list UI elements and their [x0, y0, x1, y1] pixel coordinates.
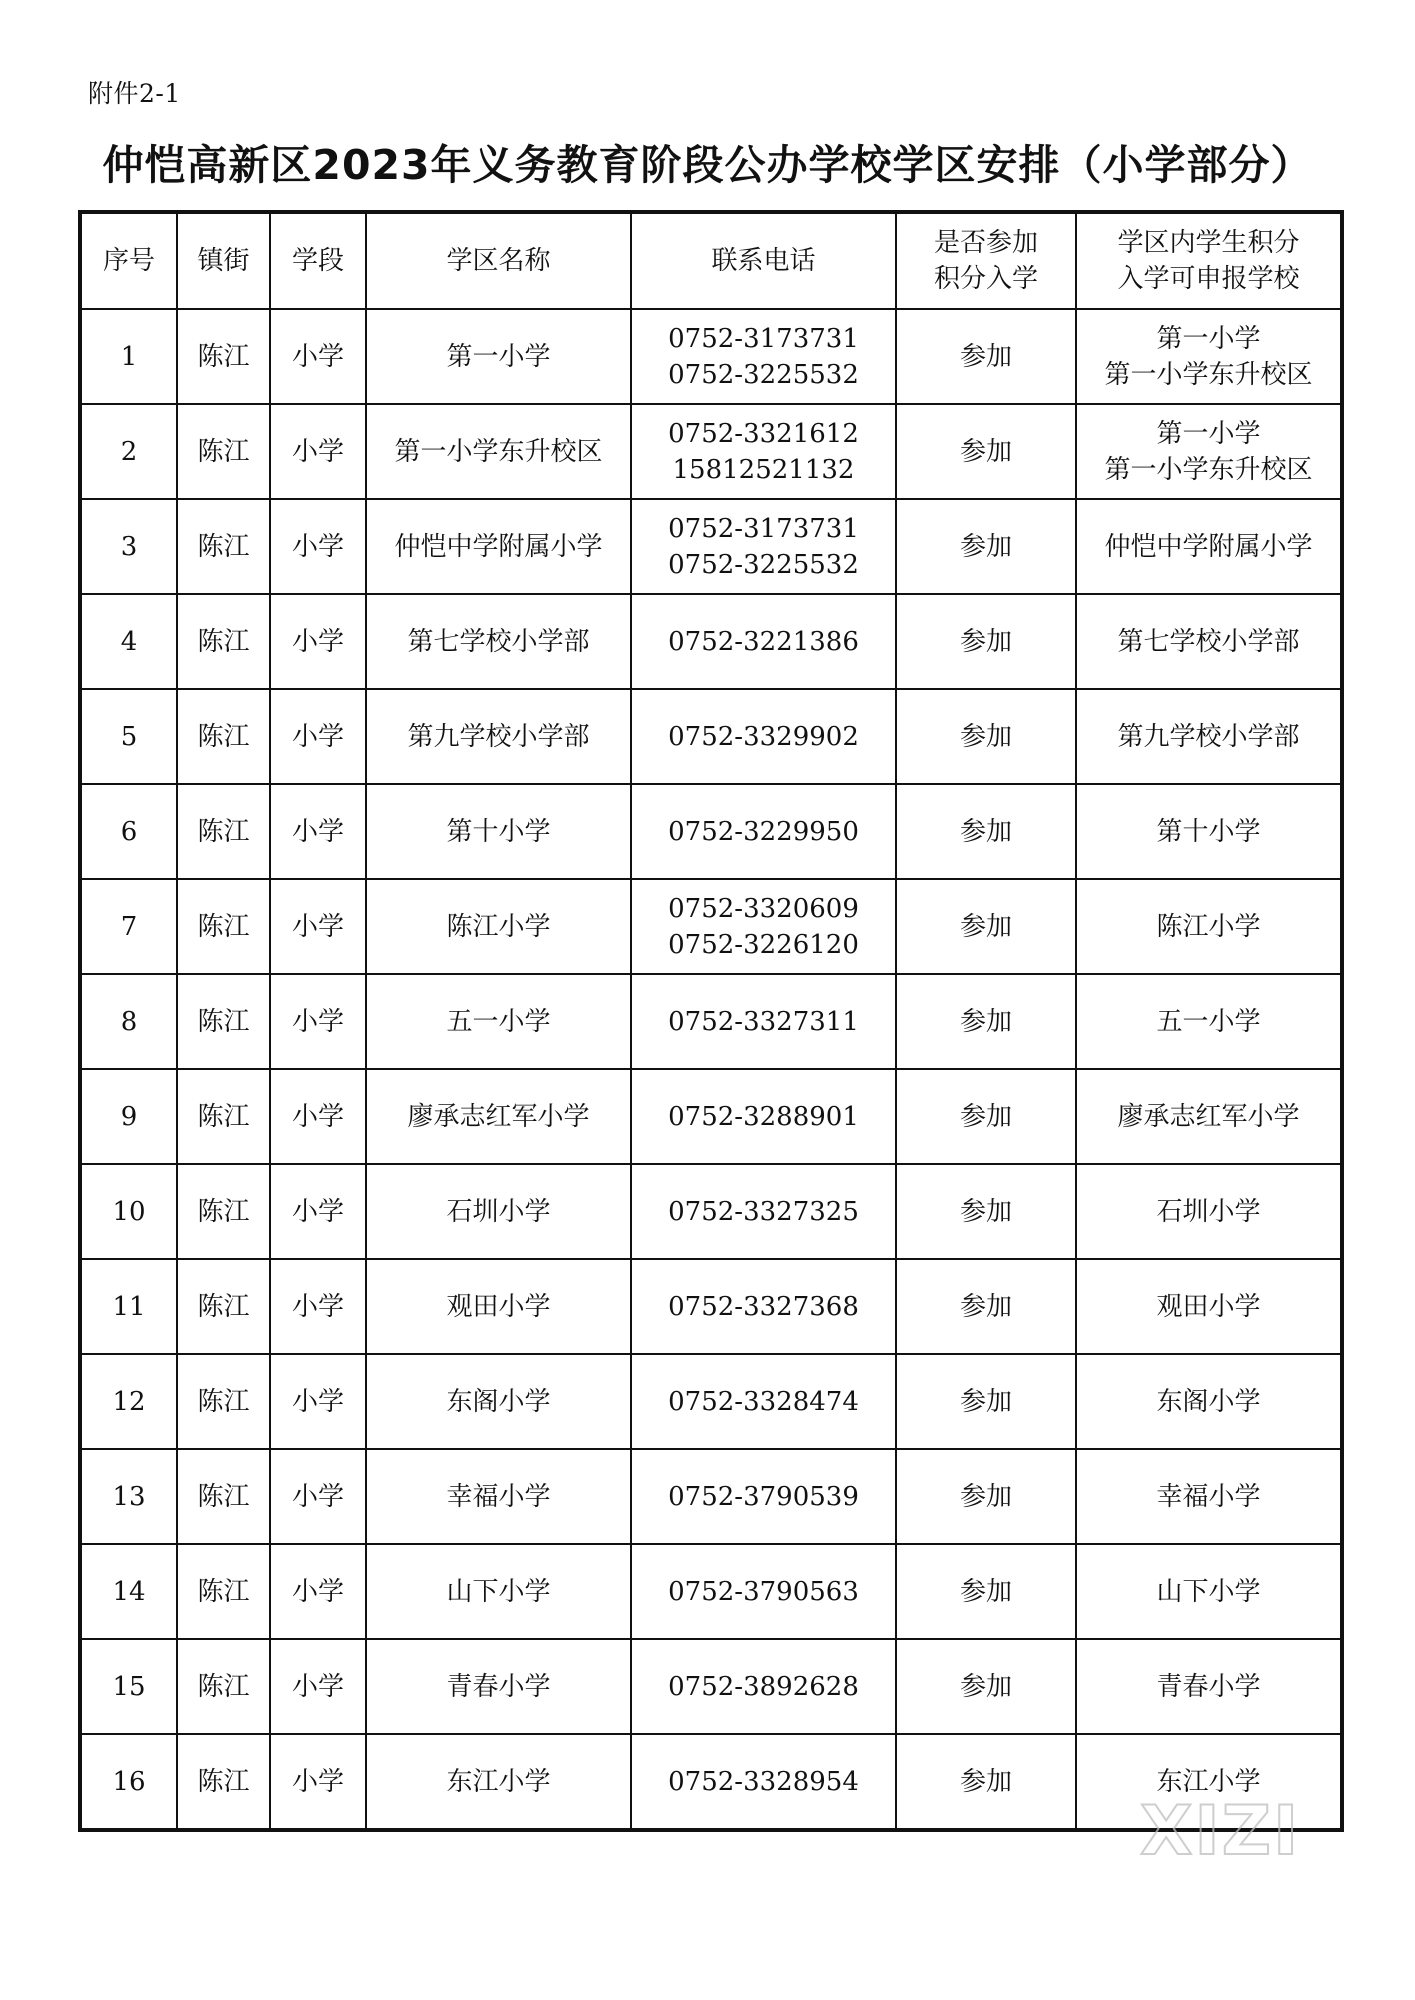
header-line: 是否参加: [933, 228, 1038, 258]
cell-index: 4: [80, 594, 177, 689]
cell-points-participation: 参加: [896, 689, 1076, 784]
cell-points-participation: 参加: [896, 1259, 1076, 1354]
table-row: [80, 974, 1342, 1069]
cell-phone: [631, 1164, 896, 1259]
cell-district-name: 青春小学: [366, 1639, 631, 1734]
cell-district-name: 幸福小学: [366, 1449, 631, 1544]
table-row: [80, 784, 1342, 879]
phone-number: 0752-3288901: [668, 1101, 859, 1132]
eligible-school: 青春小学: [1156, 1671, 1261, 1702]
cell-district-name: 陈江小学: [366, 879, 631, 974]
cell-phone: [631, 974, 896, 1069]
cell-stage: 小学: [270, 1164, 366, 1259]
cell-index: 15: [80, 1639, 177, 1734]
cell-stage: 小学: [270, 689, 366, 784]
cell-stage: 小学: [270, 499, 366, 594]
eligible-school: 廖承志红军小学: [1117, 1101, 1300, 1132]
phone-number: 0752-3173731: [668, 513, 859, 544]
table-row: [80, 1544, 1342, 1639]
eligible-school: 第一小学东升校区: [1104, 454, 1313, 485]
table-body: [80, 309, 1342, 1830]
cell-town: 陈江: [177, 1544, 270, 1639]
phone-number: 0752-3790563: [668, 1576, 859, 1607]
phone-number: 0752-3221386: [668, 626, 859, 657]
cell-stage: 小学: [270, 1449, 366, 1544]
cell-points-participation: 参加: [896, 404, 1076, 499]
cell-index: 10: [80, 1164, 177, 1259]
header-index: 序号: [80, 212, 177, 309]
cell-district-name: 东江小学: [366, 1734, 631, 1830]
header-district-name: 学区名称: [366, 212, 631, 309]
cell-district-name: 观田小学: [366, 1259, 631, 1354]
phone-number: 0752-3226120: [668, 929, 859, 960]
phone-number: 0752-3892628: [668, 1671, 859, 1702]
cell-eligible-schools: [1076, 309, 1342, 404]
table-row: [80, 1354, 1342, 1449]
cell-eligible-schools: [1076, 1449, 1342, 1544]
attachment-label: 附件2-1: [88, 79, 181, 108]
cell-index: 9: [80, 1069, 177, 1164]
phone-number: 0752-3790539: [668, 1481, 859, 1512]
cell-phone: [631, 1639, 896, 1734]
cell-phone: [631, 784, 896, 879]
cell-town: 陈江: [177, 1259, 270, 1354]
cell-district-name: 仲恺中学附属小学: [366, 499, 631, 594]
cell-district-name: 廖承志红军小学: [366, 1069, 631, 1164]
cell-eligible-schools: [1076, 1164, 1342, 1259]
cell-index: 3: [80, 499, 177, 594]
cell-phone: [631, 689, 896, 784]
eligible-school: 五一小学: [1156, 1006, 1261, 1037]
eligible-school: 仲恺中学附属小学: [1104, 531, 1313, 562]
cell-phone: [631, 499, 896, 594]
phone-number: 0752-3225532: [668, 359, 859, 390]
cell-points-participation: 参加: [896, 594, 1076, 689]
cell-points-participation: 参加: [896, 1354, 1076, 1449]
eligible-school: 石圳小学: [1156, 1196, 1261, 1227]
cell-stage: 小学: [270, 1354, 366, 1449]
eligible-school: 第九学校小学部: [1117, 721, 1300, 752]
eligible-school: 第一小学: [1156, 418, 1261, 449]
cell-points-participation: 参加: [896, 1164, 1076, 1259]
table-row: [80, 1449, 1342, 1544]
header-points-participation: [896, 212, 1076, 309]
eligible-school: 第一小学: [1156, 323, 1261, 354]
eligible-school: 观田小学: [1156, 1291, 1261, 1322]
cell-phone: [631, 879, 896, 974]
cell-points-participation: 参加: [896, 784, 1076, 879]
table-row: [80, 404, 1342, 499]
cell-town: 陈江: [177, 1734, 270, 1830]
table-row: [80, 594, 1342, 689]
cell-index: 16: [80, 1734, 177, 1830]
cell-district-name: 石圳小学: [366, 1164, 631, 1259]
cell-town: 陈江: [177, 594, 270, 689]
eligible-school: 第十小学: [1156, 816, 1261, 847]
cell-stage: 小学: [270, 1734, 366, 1830]
header-stage: 学段: [270, 212, 366, 309]
eligible-school: 第七学校小学部: [1117, 626, 1300, 657]
cell-district-name: 东阁小学: [366, 1354, 631, 1449]
phone-number: 0752-3328954: [668, 1766, 859, 1797]
cell-district-name: 第九学校小学部: [366, 689, 631, 784]
cell-town: 陈江: [177, 1354, 270, 1449]
phone-number: 0752-3225532: [668, 549, 859, 580]
cell-stage: 小学: [270, 404, 366, 499]
cell-eligible-schools: [1076, 879, 1342, 974]
cell-eligible-schools: [1076, 1354, 1342, 1449]
cell-points-participation: 参加: [896, 309, 1076, 404]
cell-town: 陈江: [177, 879, 270, 974]
phone-number: 0752-3328474: [668, 1386, 859, 1417]
cell-town: 陈江: [177, 1449, 270, 1544]
school-district-table: [78, 210, 1344, 1832]
cell-phone: [631, 309, 896, 404]
cell-points-participation: 参加: [896, 879, 1076, 974]
cell-district-name: 第七学校小学部: [366, 594, 631, 689]
cell-stage: 小学: [270, 879, 366, 974]
cell-stage: 小学: [270, 1544, 366, 1639]
table-row: [80, 499, 1342, 594]
cell-eligible-schools: [1076, 1639, 1342, 1734]
cell-phone: [631, 1259, 896, 1354]
cell-points-participation: 参加: [896, 1639, 1076, 1734]
cell-town: 陈江: [177, 309, 270, 404]
cell-points-participation: 参加: [896, 1544, 1076, 1639]
header-eligible-schools: [1076, 212, 1342, 309]
cell-town: 陈江: [177, 689, 270, 784]
cell-points-participation: 参加: [896, 1449, 1076, 1544]
cell-stage: 小学: [270, 784, 366, 879]
cell-index: 13: [80, 1449, 177, 1544]
cell-eligible-schools: [1076, 1069, 1342, 1164]
cell-eligible-schools: [1076, 1259, 1342, 1354]
cell-points-participation: 参加: [896, 974, 1076, 1069]
eligible-school: 第一小学东升校区: [1104, 359, 1313, 390]
cell-phone: [631, 1354, 896, 1449]
cell-stage: 小学: [270, 1259, 366, 1354]
cell-town: 陈江: [177, 499, 270, 594]
header-line: 积分入学: [933, 264, 1038, 294]
cell-phone: [631, 1449, 896, 1544]
table-row: [80, 1734, 1342, 1830]
cell-town: 陈江: [177, 404, 270, 499]
phone-number: 0752-3329902: [668, 721, 859, 752]
cell-eligible-schools: [1076, 689, 1342, 784]
table-row: [80, 1069, 1342, 1164]
cell-index: 11: [80, 1259, 177, 1354]
cell-points-participation: 参加: [896, 1734, 1076, 1830]
cell-town: 陈江: [177, 1164, 270, 1259]
eligible-school: 陈江小学: [1156, 911, 1261, 942]
table-row: [80, 689, 1342, 784]
cell-index: 12: [80, 1354, 177, 1449]
watermark-logo: XIZI: [1140, 1792, 1301, 1871]
cell-phone: [631, 1069, 896, 1164]
cell-phone: [631, 1734, 896, 1830]
cell-points-participation: 参加: [896, 1069, 1076, 1164]
table-row: [80, 1164, 1342, 1259]
cell-index: 1: [80, 309, 177, 404]
cell-stage: 小学: [270, 1069, 366, 1164]
header-phone: 联系电话: [631, 212, 896, 309]
cell-stage: 小学: [270, 309, 366, 404]
cell-district-name: 第十小学: [366, 784, 631, 879]
phone-number: 0752-3173731: [668, 323, 859, 354]
cell-eligible-schools: [1076, 499, 1342, 594]
cell-eligible-schools: [1076, 594, 1342, 689]
eligible-school: 东阁小学: [1156, 1386, 1261, 1417]
cell-index: 8: [80, 974, 177, 1069]
cell-town: 陈江: [177, 1069, 270, 1164]
cell-index: 14: [80, 1544, 177, 1639]
cell-town: 陈江: [177, 1639, 270, 1734]
table-row: [80, 1639, 1342, 1734]
table-row: [80, 879, 1342, 974]
cell-points-participation: 参加: [896, 499, 1076, 594]
cell-index: 5: [80, 689, 177, 784]
cell-stage: 小学: [270, 594, 366, 689]
eligible-school: 山下小学: [1156, 1576, 1261, 1607]
cell-district-name: 第一小学东升校区: [366, 404, 631, 499]
table-row: [80, 309, 1342, 404]
cell-index: 2: [80, 404, 177, 499]
phone-number: 0752-3229950: [668, 816, 859, 847]
cell-town: 陈江: [177, 784, 270, 879]
cell-district-name: 第一小学: [366, 309, 631, 404]
header-line: 学区内学生积分: [1117, 228, 1300, 258]
cell-index: 7: [80, 879, 177, 974]
cell-stage: 小学: [270, 1639, 366, 1734]
eligible-school: 东江小学: [1156, 1766, 1261, 1797]
cell-district-name: 五一小学: [366, 974, 631, 1069]
phone-number: 0752-3320609: [668, 893, 859, 924]
cell-stage: 小学: [270, 974, 366, 1069]
cell-eligible-schools: [1076, 404, 1342, 499]
phone-number: 15812521132: [672, 454, 855, 485]
cell-phone: [631, 404, 896, 499]
cell-phone: [631, 594, 896, 689]
document-title: 仲恺高新区2023年义务教育阶段公办学校学区安排（小学部分）: [102, 141, 1313, 189]
cell-eligible-schools: [1076, 1544, 1342, 1639]
cell-index: 6: [80, 784, 177, 879]
cell-eligible-schools: [1076, 784, 1342, 879]
header-line: 入学可申报学校: [1117, 264, 1300, 294]
eligible-school: 幸福小学: [1156, 1481, 1261, 1512]
phone-number: 0752-3321612: [668, 418, 859, 449]
phone-number: 0752-3327325: [668, 1196, 859, 1227]
phone-number: 0752-3327311: [668, 1006, 859, 1037]
cell-district-name: 山下小学: [366, 1544, 631, 1639]
cell-town: 陈江: [177, 974, 270, 1069]
table-header-row: [80, 212, 1342, 309]
cell-phone: [631, 1544, 896, 1639]
header-town: 镇街: [177, 212, 270, 309]
cell-eligible-schools: [1076, 1734, 1342, 1830]
table-row: [80, 1259, 1342, 1354]
phone-number: 0752-3327368: [668, 1291, 859, 1322]
cell-eligible-schools: [1076, 974, 1342, 1069]
